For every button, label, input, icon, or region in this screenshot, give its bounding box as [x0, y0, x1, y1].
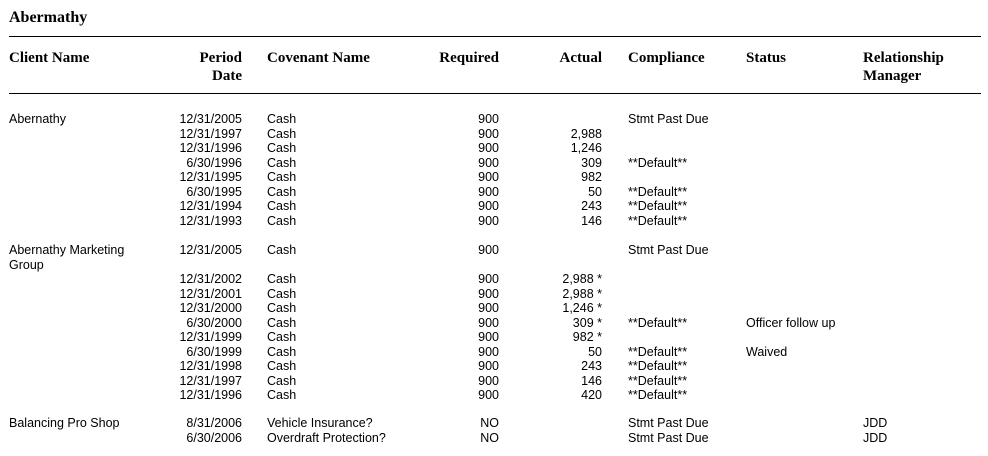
compliance-cell: Stmt Past Due [628, 416, 709, 430]
required-cell: 900 [478, 184, 499, 199]
actual-cell: 2,988 [570, 126, 602, 141]
required-cell: 900 [478, 199, 499, 213]
covenant-name-cell: Cash [267, 330, 297, 344]
period-date-cell: 12/31/1993 [179, 213, 242, 228]
compliance-cell: **Default** [628, 388, 688, 402]
required-cell: NO [480, 430, 499, 445]
required-cell: 900 [478, 126, 499, 141]
header-period-date-line2: Date [212, 68, 242, 84]
period-date-cell: 12/31/2005 [179, 243, 242, 257]
period-date-cell: 12/31/1997 [179, 126, 242, 141]
status-cell: Waived [746, 344, 788, 359]
covenant-name-cell: Cash [267, 272, 297, 286]
compliance-cell: Stmt Past Due [628, 243, 709, 257]
actual-cell: 1,246 * [562, 301, 602, 315]
covenant-name-cell: Cash [267, 170, 297, 184]
top-divider [9, 36, 981, 37]
header-relationship-manager-line2: Manager [863, 68, 922, 84]
required-cell: 900 [478, 359, 499, 373]
header-covenant-name: Covenant Name [267, 50, 370, 66]
header-relationship-manager [863, 49, 944, 85]
required-cell: 900 [478, 213, 499, 228]
header-status: Status [746, 50, 787, 66]
actual-cell: 309 * [572, 315, 602, 330]
period-date-cell: 12/31/2005 [179, 112, 242, 126]
actual-cell: 420 [581, 388, 602, 402]
compliance-cell: Stmt Past Due [628, 430, 709, 445]
actual-cell: 1,246 [570, 141, 602, 155]
compliance-cell: **Default** [628, 373, 688, 388]
period-date-cell: 12/31/2002 [179, 272, 242, 286]
period-date-cell: 12/31/1994 [179, 199, 242, 213]
covenant-name-cell: Cash [267, 301, 297, 315]
header-compliance: Compliance [628, 50, 705, 66]
period-date-cell: 6/30/2006 [186, 430, 242, 445]
covenant-name-cell: Cash [267, 112, 297, 126]
header-relationship-manager-line1: Relationship [863, 50, 944, 66]
relationship-manager-cell: JDD [863, 430, 888, 445]
period-date-cell: 12/31/1999 [179, 330, 242, 344]
covenant-name-cell: Cash [267, 344, 297, 359]
period-date-cell: 12/31/1997 [179, 373, 242, 388]
period-date-cell: 6/30/2000 [186, 315, 242, 330]
actual-cell: 243 [581, 359, 602, 373]
required-cell: 900 [478, 330, 499, 344]
compliance-cell: **Default** [628, 315, 688, 330]
actual-cell: 50 [588, 344, 602, 359]
required-cell: 900 [478, 141, 499, 155]
compliance-cell: **Default** [628, 213, 688, 228]
compliance-cell: **Default** [628, 344, 688, 359]
covenant-name-cell: Cash [267, 243, 297, 257]
required-cell: 900 [478, 373, 499, 388]
compliance-cell: Stmt Past Due [628, 112, 709, 126]
required-cell: 900 [478, 112, 499, 126]
required-cell: 900 [478, 388, 499, 402]
covenant-name-cell: Cash [267, 373, 297, 388]
covenant-name-cell: Cash [267, 141, 297, 155]
period-date-cell: 12/31/1996 [179, 388, 242, 402]
period-date-cell: 12/31/1996 [179, 141, 242, 155]
header-client-name: Client Name [9, 50, 90, 66]
required-cell: 900 [478, 155, 499, 170]
header-divider [9, 93, 981, 94]
covenant-name-cell: Cash [267, 388, 297, 402]
covenant-name-cell: Vehicle Insurance? [267, 416, 373, 430]
period-date-cell: 6/30/1999 [186, 344, 242, 359]
header-required: Required [439, 50, 499, 66]
actual-cell: 146 [581, 213, 602, 228]
report-title: Abermathy [9, 9, 88, 26]
compliance-cell: **Default** [628, 155, 688, 170]
covenant-name-cell: Cash [267, 184, 297, 199]
actual-cell: 50 [588, 184, 602, 199]
client-name-cell: Balancing Pro Shop [9, 416, 120, 430]
client-name-cell: Group [9, 257, 44, 272]
period-date-cell: 6/30/1995 [186, 184, 242, 199]
required-cell: NO [480, 416, 499, 430]
period-date-cell: 12/31/1998 [179, 359, 242, 373]
client-name-cell: Abernathy [9, 112, 66, 126]
period-date-cell: 12/31/1995 [179, 170, 242, 184]
actual-cell: 2,988 * [562, 272, 602, 286]
covenant-name-cell: Overdraft Protection? [267, 430, 386, 445]
required-cell: 900 [478, 243, 499, 257]
covenant-name-cell: Cash [267, 315, 297, 330]
actual-cell: 982 * [572, 330, 602, 344]
relationship-manager-cell: JDD [863, 416, 888, 430]
covenant-name-cell: Cash [267, 155, 297, 170]
compliance-cell: **Default** [628, 199, 688, 213]
client-name-cell: Abernathy Marketing [9, 243, 125, 257]
compliance-cell: **Default** [628, 359, 688, 373]
actual-cell: 982 [581, 170, 602, 184]
header-actual: Actual [559, 50, 602, 66]
covenant-name-cell: Cash [267, 213, 297, 228]
compliance-cell: **Default** [628, 184, 688, 199]
required-cell: 900 [478, 301, 499, 315]
header-period-date-line1: Period [199, 50, 242, 66]
status-cell: Officer follow up [746, 315, 836, 330]
covenant-name-cell: Cash [267, 199, 297, 213]
required-cell: 900 [478, 272, 499, 286]
covenant-name-cell: Cash [267, 359, 297, 373]
actual-cell: 309 [581, 155, 602, 170]
covenant-name-cell: Cash [267, 286, 297, 301]
required-cell: 900 [478, 315, 499, 330]
period-date-cell: 8/31/2006 [186, 416, 242, 430]
required-cell: 900 [478, 286, 499, 301]
header-period-date [160, 49, 242, 85]
period-date-cell: 12/31/2001 [179, 286, 242, 301]
required-cell: 900 [478, 170, 499, 184]
period-date-cell: 6/30/1996 [186, 155, 242, 170]
actual-cell: 146 [581, 373, 602, 388]
actual-cell: 2,988 * [562, 286, 602, 301]
covenant-name-cell: Cash [267, 126, 297, 141]
required-cell: 900 [478, 344, 499, 359]
period-date-cell: 12/31/2000 [179, 301, 242, 315]
actual-cell: 243 [581, 199, 602, 213]
